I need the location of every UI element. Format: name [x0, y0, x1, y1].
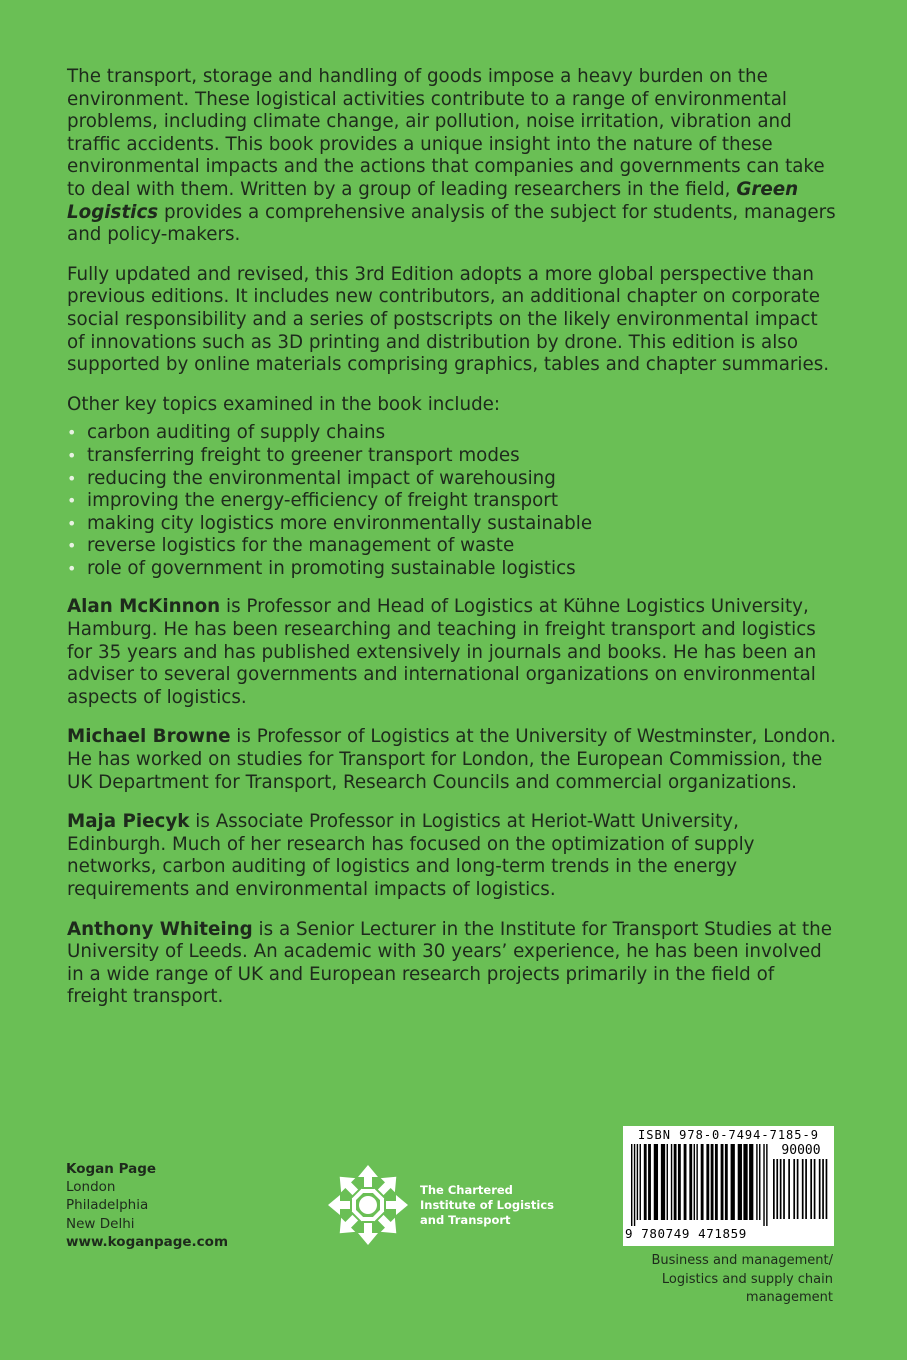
barcode-bar: [711, 1144, 714, 1220]
publisher-url: www.koganpage.com: [66, 1233, 229, 1250]
isbn-text: ISBN 978-0-7494-7185-9: [638, 1128, 819, 1142]
edition-paragraph: Fully updated and revised, this 3rd Edition adopts a more global perspective than previous editions. It includes new contributors, an additional chapter on corporate social responsibility and a series of postscripts on the likely environmental impact of innovations such as 3D printing and distribution by drone. This edition is also supported by online materials comprising graphics, tables and chapter summaries.: [67, 263, 830, 376]
isbn-barcode: [623, 1126, 834, 1246]
barcode-bar: [826, 1159, 828, 1219]
institute-logo-block: [326, 1163, 560, 1247]
barcode-bar: [684, 1144, 687, 1220]
institute-name: [420, 1183, 560, 1228]
author-name: Maja Piecyk: [67, 811, 190, 833]
barcode-bar: [763, 1144, 764, 1226]
barcode-bar: [654, 1144, 658, 1220]
barcode-bar: [689, 1144, 692, 1220]
back-cover-text: [67, 66, 839, 1026]
barcode-bar: [731, 1144, 735, 1220]
topics-list: [67, 422, 839, 580]
institute-name-line: Institute of Logistics: [420, 1197, 554, 1212]
book-title: Green Logistics: [67, 178, 799, 223]
barcode-bar: [773, 1159, 775, 1219]
barcode-bar: [701, 1144, 704, 1220]
topic-item: • making city logistics more environmentally sustainable: [67, 513, 839, 536]
author-name: Michael Browne: [67, 726, 231, 748]
barcode-bar: [667, 1144, 668, 1220]
barcode-bar: [706, 1144, 709, 1220]
barcode-bar: [648, 1144, 651, 1220]
barcode-bar: [674, 1144, 677, 1220]
barcode-bar: [738, 1144, 742, 1220]
intro-text-end: provides a comprehensive analysis of the subject for students, managers and policy-makers.: [67, 201, 836, 246]
barcode-bar: [766, 1144, 767, 1226]
barcode-bar: [814, 1159, 816, 1219]
barcode-bar: [810, 1159, 812, 1219]
publisher-city: New Delhi: [66, 1215, 135, 1232]
author-bio-text: is Associate Professor in Logistics at Heriot-Watt University, Edinburgh. Much of her research has focused on the optimization of supply networks, carbon auditing of logistics and long-term trends in the energy requirements and environmental impacts of logistics.: [67, 811, 755, 900]
topic-item: • improving the energy-efficiency of freight transport: [67, 490, 839, 513]
cilt-arrows-logo-icon: [326, 1163, 410, 1247]
barcode-bar: [776, 1159, 778, 1219]
topic-item: • reducing the environmental impact of warehousing: [67, 468, 839, 491]
author-bio-text: is Professor of Logistics at the University of Westminster, London. He has worked on studies for Transport for London, the European Commission, the UK Department for Transport, Research Councils and commercial organizations.: [67, 726, 837, 793]
category-line: management: [745, 1290, 833, 1305]
barcode-bar: [715, 1144, 718, 1220]
barcode-bar: [661, 1144, 665, 1220]
publisher-city: Philadelphia: [66, 1197, 149, 1214]
barcode-bar: [759, 1144, 760, 1220]
barcode-bar: [822, 1159, 824, 1219]
barcode-bar: [793, 1159, 795, 1219]
barcode-bar: [725, 1144, 728, 1220]
author-name: Alan McKinnon: [67, 596, 221, 618]
barcode-bar: [640, 1144, 641, 1220]
category-line: Business and management/: [651, 1253, 833, 1268]
barcode-bar: [749, 1144, 753, 1220]
barcode-bar: [694, 1144, 695, 1220]
topic-item: • role of government in promoting sustainable logistics: [67, 558, 839, 581]
topics-heading: Other key topics examined in the book include:: [67, 393, 501, 415]
barcode-bar: [805, 1159, 807, 1219]
author-bio: [67, 726, 839, 794]
barcode-bar: [721, 1144, 724, 1220]
author-name: Anthony Whiteing: [67, 918, 253, 940]
barcode-bar: [634, 1144, 635, 1226]
barcode-bar: [802, 1159, 804, 1219]
price-code: 90000: [781, 1143, 821, 1158]
barcode-bar: [756, 1144, 757, 1220]
topic-item: • reverse logistics for the management of waste: [67, 535, 839, 558]
topic-item: • carbon auditing of supply chains: [67, 422, 839, 445]
institute-name-line: and Transport: [420, 1212, 511, 1227]
price-barcode-bars: [773, 1159, 829, 1225]
barcode-bar: [637, 1144, 638, 1220]
topic-item: • transferring freight to greener transport modes: [67, 445, 839, 468]
author-bio-text: is Professor and Head of Logistics at Kühne Logistics University, Hamburg. He has been researching and teaching in freight transport and logistics for 35 years and has published extensively in journals and books. He has been an adviser to several governments and international organizations on environmental aspects of logistics.: [67, 596, 817, 708]
barcode-bar: [788, 1159, 790, 1219]
intro-text-start: The transport, storage and handling of goods impose a heavy burden on the environment. These logistical activities contribute to a range of environmental problems, including climate change, air pollution, noise irritation, vibration and traffic accidents. This book provides a unique insight into the nature of these environmental impacts and the actions that companies and governments can take to deal with them. Written by a group of leading researchers in the field,: [67, 66, 825, 200]
barcode-bar: [743, 1144, 747, 1220]
publisher-city: London: [66, 1179, 116, 1196]
barcode-bar: [671, 1144, 672, 1220]
author-bio: [67, 596, 839, 709]
barcode-bar: [819, 1159, 821, 1219]
author-bio: [67, 919, 839, 1009]
author-bio-text: is a Senior Lecturer in the Institute for Transport Studies at the University of Leeds. An academic with 30 years’ experience, he has been involved in a wide range of UK and European research projects primarily in the field of freight transport.: [67, 918, 832, 1008]
barcode-bar: [678, 1144, 681, 1220]
intro-paragraph: [67, 66, 839, 247]
barcode-bar: [644, 1144, 647, 1220]
barcode-bar: [797, 1159, 799, 1219]
barcode-bar: [631, 1144, 632, 1226]
subject-category: [623, 1252, 833, 1308]
publisher-name: Kogan Page: [66, 1161, 157, 1177]
barcode-bar: [780, 1159, 782, 1219]
ean-barcode-bars: [631, 1144, 769, 1226]
barcode-bar: [696, 1144, 697, 1220]
institute-name-line: The Chartered: [420, 1182, 513, 1197]
publisher-block: [66, 1160, 228, 1251]
barcode-bar: [783, 1159, 785, 1219]
ean-number: 9 780749 471859: [625, 1226, 747, 1241]
category-line: Logistics and supply chain: [661, 1271, 833, 1287]
author-bio: [67, 811, 839, 901]
